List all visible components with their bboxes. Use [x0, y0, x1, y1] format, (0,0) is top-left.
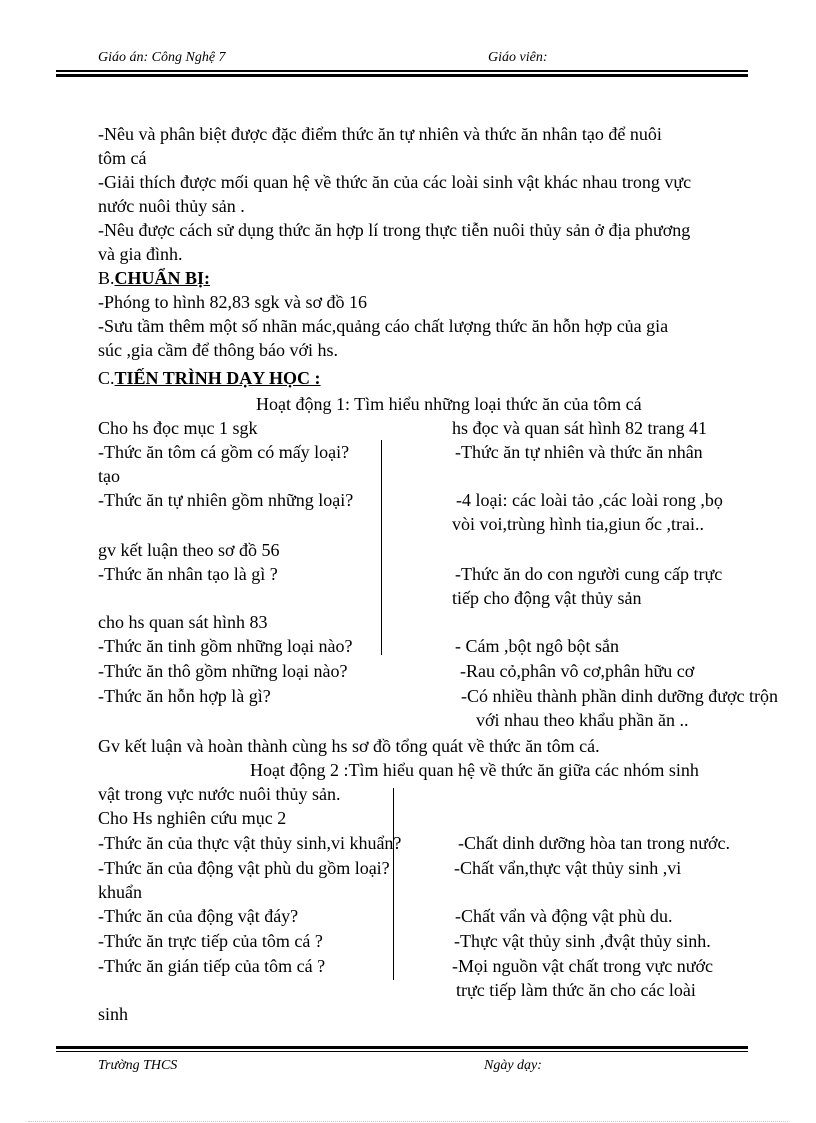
teacher-activity: -Thức ăn thô gồm những loại nào?	[98, 661, 348, 681]
activity1-conclusion: Gv kết luận và hoàn thành cùng hs sơ đồ tổng quát về thức ăn tôm cá.	[98, 736, 600, 756]
student-activity: trực tiếp làm thức ăn cho các loài	[456, 980, 696, 1000]
teacher-activity: cho hs quan sát hình 83	[98, 612, 268, 632]
teacher-activity: -Thức ăn hỗn hợp là gì?	[98, 686, 271, 706]
objective-line: nước nuôi thủy sản .	[98, 196, 245, 216]
student-activity: -Chất vẩn và động vật phù du.	[455, 906, 673, 926]
student-activity: -4 loại: các loài tảo ,các loài rong ,bọ	[456, 490, 723, 510]
teacher-activity: -Thức ăn của động vật đáy?	[98, 906, 299, 926]
student-activity: -Thực vật thủy sinh ,đvật thủy sinh.	[454, 931, 711, 951]
student-activity: hs đọc và quan sát hình 82 trang 41	[452, 418, 707, 438]
student-activity: vòi voi,trùng hình tia,giun ốc ,trai..	[452, 514, 704, 534]
student-activity: -Mọi nguồn vật chất trong vực nước	[452, 956, 713, 976]
objective-line: -Nêu được cách sử dụng thức ăn hợp lí trong thực tiễn nuôi thủy sản ở địa phương	[98, 220, 691, 240]
teacher-activity: gv kết luận theo sơ đồ 56	[98, 540, 280, 560]
section-c-heading	[98, 366, 321, 390]
teacher-activity: -Thức ăn trực tiếp của tôm cá ?	[98, 931, 323, 951]
prep-line: súc ,gia cầm để thông báo với hs.	[98, 340, 338, 360]
student-activity: tiếp cho động vật thủy sản	[452, 588, 642, 608]
student-activity: -Rau cỏ,phân vô cơ,phân hữu cơ	[460, 661, 695, 681]
section-c-title: TIẾN TRÌNH DẠY HỌC :	[114, 368, 321, 388]
prep-line: -Sưu tầm thêm một số nhãn mác,quảng cáo chất lượng thức ăn hỗn hợp của gia	[98, 316, 669, 336]
footer-school: Trường THCS	[98, 1058, 178, 1073]
activity1-divider	[381, 440, 382, 655]
prep-line: -Phóng to hình 82,83 sgk và sơ đồ 16	[98, 292, 368, 312]
activity2-title-cont: vật trong vực nước nuôi thủy sản.	[98, 784, 341, 804]
teacher-activity: Cho hs đọc mục 1 sgk	[98, 418, 258, 438]
teacher-activity: -Thức ăn của động vật phù du gồm loại?	[98, 858, 390, 878]
teacher-activity: khuẩn	[98, 882, 142, 902]
student-activity: -Thức ăn do con người cung cấp trực	[455, 564, 723, 584]
section-b-heading	[98, 266, 210, 290]
teacher-activity: tạo	[98, 466, 120, 486]
objective-line: -Nêu và phân biệt được đặc điểm thức ăn tự nhiên và thức ăn nhân tạo để nuôi	[98, 124, 662, 144]
student-activity: với nhau theo khẩu phần ăn ..	[476, 710, 689, 730]
teacher-activity: -Thức ăn gián tiếp của tôm cá ?	[98, 956, 326, 976]
student-activity: -Có nhiều thành phần dinh dưỡng được trộn	[461, 686, 779, 706]
activity1-title: Hoạt động 1: Tìm hiểu những loại thức ăn của tôm cá	[256, 394, 642, 414]
objective-line: -Giải thích được mối quan hệ về thức ăn của các loài sinh vật khác nhau trong vực	[98, 172, 692, 192]
objective-line: và gia đình.	[98, 244, 183, 264]
teacher-activity: Cho Hs nghiên cứu mục 2	[98, 808, 287, 828]
student-activity: -Chất vẩn,thực vật thủy sinh ,vi	[454, 858, 682, 878]
student-activity: -Thức ăn tự nhiên và thức ăn nhân	[455, 442, 703, 462]
teacher-activity: -Thức ăn tinh gồm những loại nào?	[98, 636, 353, 656]
footer-rule-thin	[56, 1051, 748, 1052]
header-rule-thin	[56, 70, 748, 72]
footer-teaching-date: Ngày dạy:	[484, 1058, 542, 1073]
student-activity: -Chất dinh dưỡng hòa tan trong nước.	[458, 833, 731, 853]
section-b-prefix: B.	[98, 268, 115, 288]
activity2-divider	[393, 788, 394, 980]
header-lesson-plan: Giáo án: Công Nghệ 7	[98, 50, 226, 65]
student-activity: - Cám ,bột ngô bột sắn	[455, 636, 619, 656]
objective-line: tôm cá	[98, 148, 147, 168]
teacher-activity: -Thức ăn của thực vật thủy sinh,vi khuẩn?	[98, 833, 402, 853]
teacher-activity: sinh	[98, 1004, 129, 1024]
header-teacher: Giáo viên:	[488, 50, 548, 65]
activity2-title: Hoạt động 2 :Tìm hiểu quan hệ về thức ăn giữa các nhóm sinh	[250, 760, 699, 780]
teacher-activity: -Thức ăn tự nhiên gồm những loại?	[98, 490, 354, 510]
footer-rule-thick	[56, 1046, 748, 1049]
section-b-title: CHUẨN BỊ:	[114, 268, 211, 288]
teacher-activity: -Thức ăn tôm cá gồm có mấy loại?	[98, 442, 350, 462]
header-rule-thick	[56, 74, 748, 77]
section-c-prefix: C.	[98, 368, 115, 388]
teacher-activity: -Thức ăn nhân tạo là gì ?	[98, 564, 278, 584]
page-edge	[28, 1121, 788, 1122]
